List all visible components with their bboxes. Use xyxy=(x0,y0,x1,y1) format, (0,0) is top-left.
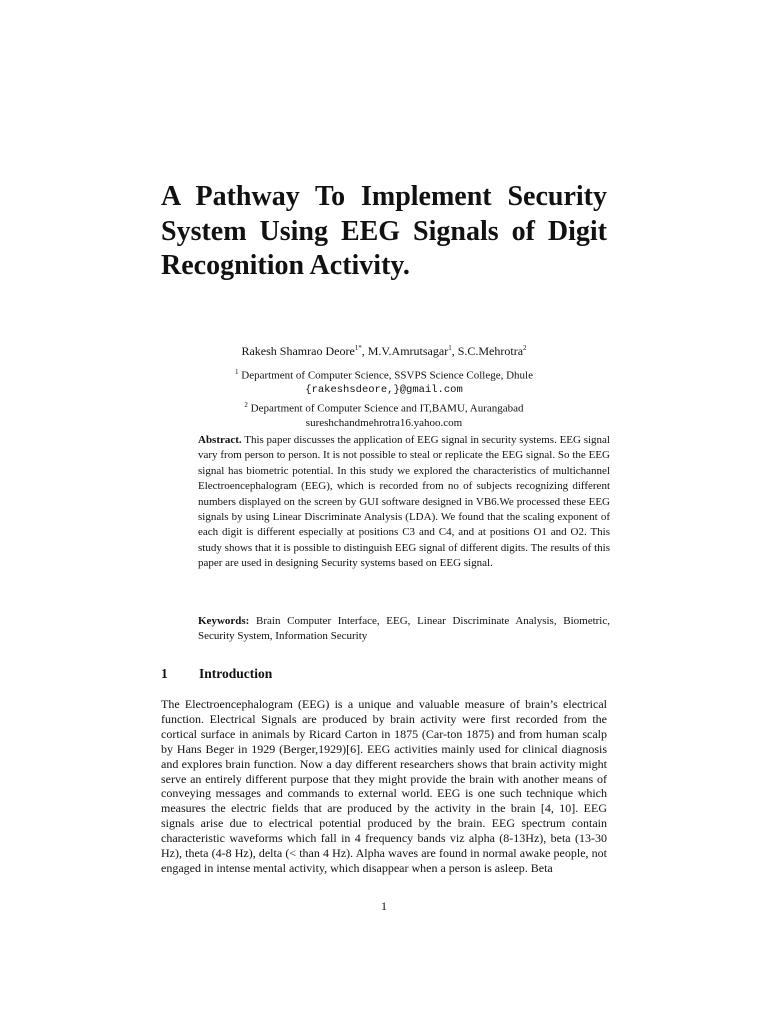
section-number: 1 xyxy=(161,666,168,681)
affiliation-email: sureshchandmehrotra16.yahoo.com xyxy=(305,416,463,429)
affiliations xyxy=(161,365,607,430)
author-affiliation-mark: 2 xyxy=(523,344,527,352)
author-affiliation-mark: 1 xyxy=(448,344,452,352)
abstract-text: This paper discusses the application of EEG signal in security systems. EEG signal vary from person to person. It is not possible to steal or replicate the EEG signal. So the EEG signal has biometric potential. In this study we explored the characteristics of multichannel Electroencephalogram (EEG), which is recorded from no of subjects recognizing different numbers displayed on the screen by GUI software designed in VB6.We processed these EEG signals by using Linear Discriminate Analysis (LDA). We found that the scaling exponent of each digit is different especially at positions C3 and C4, and at positions O1 and O2. This study shows that it is possible to distinguish EEG signal of different digits. The results of this paper are used in designing Security systems based on EEG signal. xyxy=(198,434,610,570)
author-list xyxy=(161,340,607,359)
affiliation-mark: 1 xyxy=(235,368,239,376)
affiliation-line xyxy=(161,365,607,383)
affiliation-text: Department of Computer Science, SSVPS Science College, Dhule xyxy=(241,369,533,382)
body-paragraph: The Electroencephalogram (EEG) is a unique and valuable measure of brain’s electrical function. Electrical Signals are produced by brain activity were first recorded from the cortical surface in animals by Ricard Carton in 1875 (Car-ton 1875) and from human scalp by Hans Beger in 1929 (Berger,1929)[6]. EEG activities mainly used for clinical diagnosis and explores brain function. Now a day different researchers shows that brain activity might serve an entirely different purpose that they might provide the brain with another means of conveying messages and commands to external world. EEG is one such technique which measures the electric fields that are produced by the activity in the brain [4, 10]. EEG signals arise due to electrical potential produced by the brain. EEG spectrum contain characteristic waveforms which fall in 4 frequency bands viz alpha (8-13Hz), beta (13-30 Hz), theta (4-8 Hz), delta (< than 4 Hz). Alpha waves are found in normal awake people, not engaged in intense mental activity, which disappear when a person is asleep. Beta xyxy=(161,697,607,875)
affiliation-mark: 2 xyxy=(244,400,248,409)
keywords xyxy=(198,614,610,645)
section-heading xyxy=(161,665,607,683)
keywords-text: Brain Computer Interface, EEG, Linear Discriminate Analysis, Biometric, Security System, Information Security xyxy=(198,615,610,643)
author-affiliation-mark: 1* xyxy=(354,344,362,352)
affiliation-text: Department of Computer Science and IT,BAMU, Aurangabad xyxy=(250,402,524,415)
section-title: Introduction xyxy=(199,666,273,681)
paper-title: A Pathway To Implement Security System Using EEG Signals of Digit Recognition Activity. xyxy=(161,181,607,281)
affiliation-line xyxy=(161,398,607,416)
author-name: M.V.Amrutsagar xyxy=(367,344,449,358)
keywords-label: Keywords: xyxy=(198,615,250,627)
abstract xyxy=(198,433,610,572)
author-name: Rakesh Shamrao Deore xyxy=(241,344,355,358)
page-number: 1 xyxy=(381,899,387,913)
author-separator: , xyxy=(451,344,458,358)
abstract-label: Abstract. xyxy=(198,434,242,446)
affiliation-email: {rakeshsdeore,}@gmail.com xyxy=(305,384,463,397)
author-name: S.C.Mehrotra xyxy=(457,344,524,358)
author-separator: , xyxy=(361,344,368,358)
